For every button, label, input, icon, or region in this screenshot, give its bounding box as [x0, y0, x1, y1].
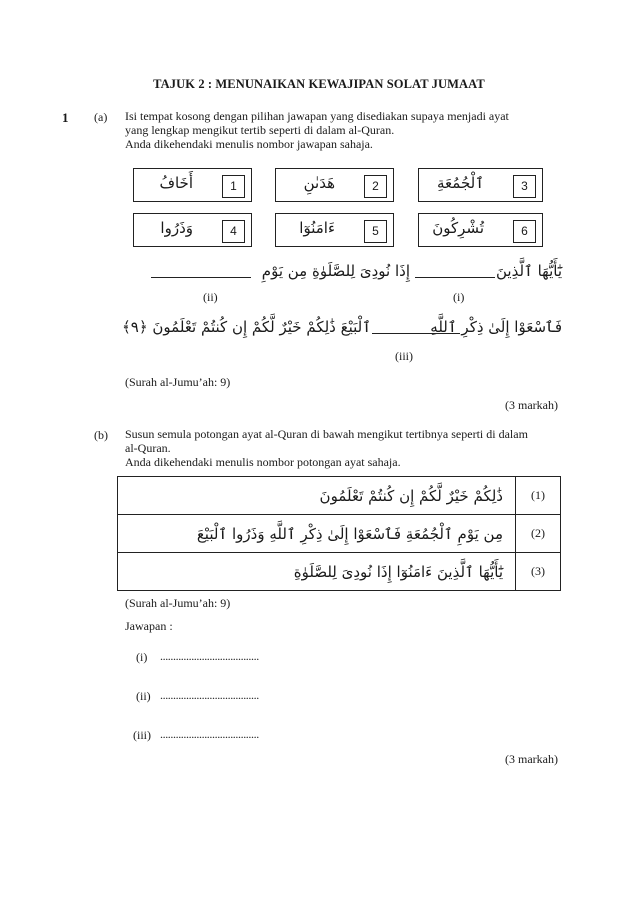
blank-iii	[372, 333, 460, 334]
table-row	[118, 515, 561, 553]
option-box-5	[275, 213, 394, 247]
segment-number: (1)	[516, 477, 561, 515]
option-number: 5	[364, 220, 387, 243]
answer-line-i[interactable]: ......................................	[160, 649, 259, 663]
part-b-marks: (3 markah)	[505, 752, 558, 766]
question-number: 1	[62, 110, 69, 125]
option-word: هَدَىٰنِ	[303, 174, 335, 192]
option-number: 3	[513, 175, 536, 198]
page-title: TAJUK 2 : MENUNAIKAN KEWAJIPAN SOLAT JUMAAT	[153, 77, 485, 91]
part-a-instruction-1: Isi tempat kosong dengan pilihan jawapan yang disediakan supaya menjadi ayat	[125, 109, 509, 123]
segment-number: (3)	[516, 553, 561, 591]
blank-i-label: (i)	[453, 290, 465, 304]
part-b-instruction-2: al-Quran.	[125, 441, 171, 455]
option-word: تُشْرِكُونَ	[432, 219, 484, 237]
part-b-source: (Surah al-Jumu’ah: 9)	[125, 596, 231, 610]
option-word: أَخَافُ	[159, 174, 193, 192]
option-word: ءَامَنُوٓا	[299, 219, 335, 237]
part-b-instruction-3: Anda dikehendaki menulis nombor potongan ayat sahaja.	[125, 455, 401, 469]
part-a-instruction-3: Anda dikehendaki menulis nombor jawapan sahaja.	[125, 137, 373, 151]
table-row	[118, 477, 561, 515]
segment-table	[117, 476, 561, 591]
verse-line-1-mid: إِذَا نُودِىَ لِلصَّلَوٰةِ مِن يَوْمِ	[261, 262, 410, 280]
option-number: 2	[364, 175, 387, 198]
blank-i	[415, 277, 495, 278]
answer-label-ii: (ii)	[136, 689, 151, 703]
option-box-3	[418, 168, 543, 202]
answer-line-iii[interactable]: ......................................	[160, 727, 259, 741]
part-a-label: (a)	[94, 110, 108, 124]
option-number: 4	[222, 220, 245, 243]
option-box-6	[418, 213, 543, 247]
option-word: ٱلْجُمُعَةِ	[437, 174, 484, 192]
blank-ii	[151, 277, 251, 278]
option-number: 1	[222, 175, 245, 198]
blank-iii-label: (iii)	[395, 349, 413, 363]
blank-ii-label: (ii)	[203, 290, 218, 304]
option-box-1	[133, 168, 252, 202]
part-a-source: (Surah al-Jumu’ah: 9)	[125, 375, 231, 389]
answer-line-ii[interactable]: ......................................	[160, 688, 259, 702]
part-b-label: (b)	[94, 428, 108, 442]
segment-number: (2)	[516, 515, 561, 553]
part-b-instruction-1: Susun semula potongan ayat al-Quran di bawah mengikut tertibnya seperti di dalam	[125, 427, 528, 441]
part-a-instruction-2: yang lengkap mengikut tertib seperti di dalam al-Quran.	[125, 123, 395, 137]
option-number: 6	[513, 220, 536, 243]
verse-line-2-left: ٱلْبَيْعَ ذَٰلِكُمْ خَيْرٌ لَّكُمْ إِن كُنتُمْ تَعْلَمُونَ ﴿٩﴾	[122, 318, 372, 336]
segment-text: مِن يَوْمِ ٱلْجُمُعَةِ فَٱسْعَوْا إِلَىٰ ذِكْرِ ٱللَّهِ وَذَرُوا ٱلْبَيْعَ	[118, 515, 516, 553]
verse-line-1-right: يَٰٓأَيُّهَا ٱلَّذِينَ	[496, 262, 562, 280]
segment-text: يَٰٓأَيُّهَا ٱلَّذِينَ ءَامَنُوٓا إِذَا نُودِىَ لِلصَّلَوٰةِ	[118, 553, 516, 591]
segment-text: ذَٰلِكُمْ خَيْرٌ لَّكُمْ إِن كُنتُمْ تَعْلَمُونَ	[118, 477, 516, 515]
answer-label-iii: (iii)	[133, 728, 151, 742]
part-a-marks: (3 markah)	[505, 398, 558, 412]
table-row	[118, 553, 561, 591]
answer-label-i: (i)	[136, 650, 148, 664]
answer-label: Jawapan :	[125, 619, 173, 633]
verse-line-2-right: فَٱسْعَوْا إِلَىٰ ذِكْرِ ٱللَّهِ	[430, 318, 562, 336]
option-box-4	[133, 213, 252, 247]
option-box-2	[275, 168, 394, 202]
option-word: وَذَرُوا	[160, 219, 193, 237]
